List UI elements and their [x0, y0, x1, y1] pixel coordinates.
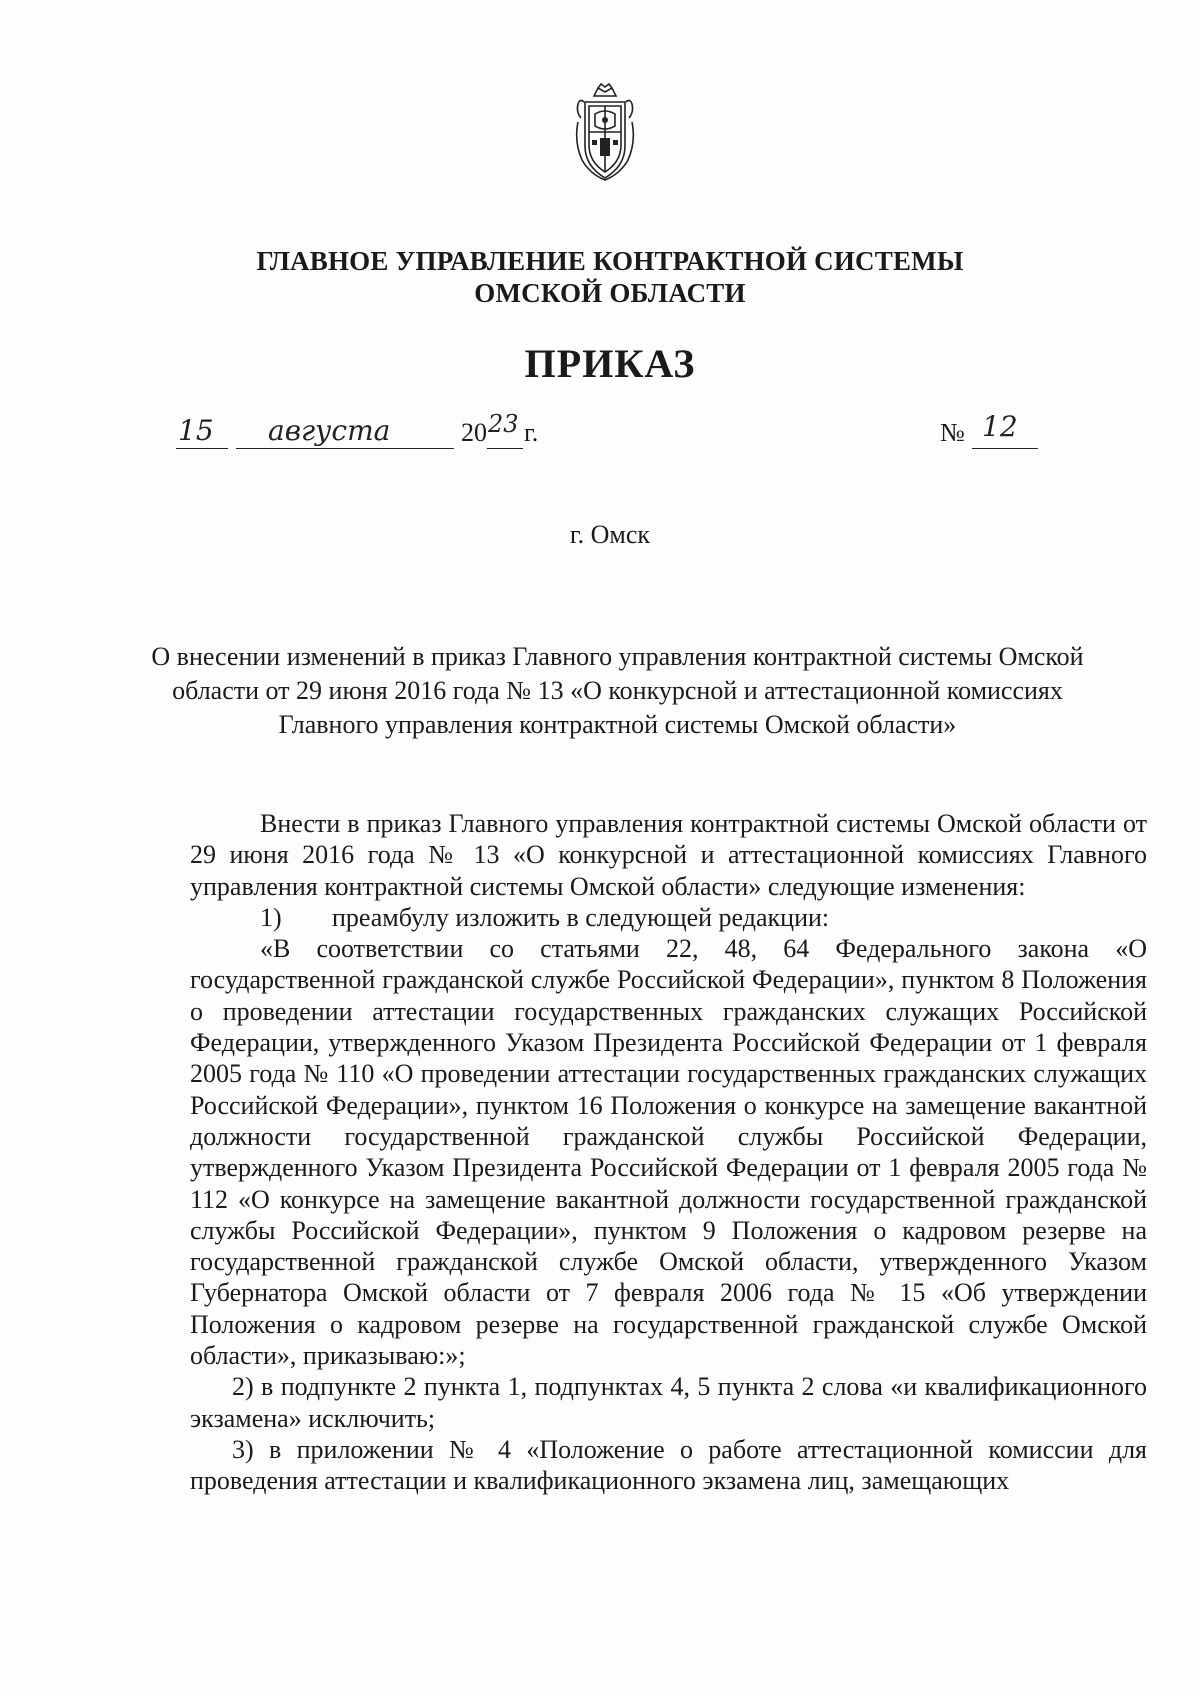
- body-intro-paragraph: Внести в приказ Главного управления контрактной системы Омской области от 29 июня 2016 года № 13 «О конкурсной и аттестационной комиссиях Главного управления контрактной системы Омской области» следующие изменения:: [190, 809, 1147, 901]
- quoted-preamble-paragraph: «В соответствии со статьями 22, 48, 64 Федерального закона «О государственной гражданской службе Российской Федерации», пунктом 8 Положения о проведении аттестации государственных гражданских служащих Российской Федерации, утвержденного Указом Президента Российской Федерации от 1 февраля 2005 года № 110 «О проведении аттестации государственных гражданских служащих Российской Федерации», пунктом 16 Положения о конкурсе на замещение вакантной должности государственной гражданской службы Российской Федерации, утвержденного Указом Президента Российской Федерации от 1 февраля 2005 года № 112 «О конкурсе на замещение вакантной должности государственной гражданской службы Российской Федерации», пунктом 9 Положения о кадровом резерве на государственной гражданской службе Омской области, утвержденного Указом Губернатора Омской области от 7 февраля 2006 года № 15 «Об утверждении Положения о кадровом резерве на государственной гражданской службе Омской области», приказываю:»;: [190, 934, 1147, 1371]
- city: г. Омск: [569, 520, 651, 549]
- document-type: ПРИКАЗ: [524, 341, 696, 386]
- organization-name-line1: ГЛАВНОЕ УПРАВЛЕНИЕ КОНТРАКТНОЙ СИСТЕМЫ: [256, 246, 964, 276]
- handwritten-day: 15: [178, 414, 214, 447]
- item-3-paragraph: 3) в приложении № 4 «Положение о работе аттестационной комиссии для проведения аттестации и квалификационного экзамена лиц, замещающих: [190, 1434, 1147, 1496]
- item-1-paragraph: [190, 902, 1147, 933]
- year-unit: г.: [524, 418, 539, 447]
- order-subject: О внесении изменений в приказ Главного управления контрактной системы Омской области от 29 июня 2016 года № 13 «О конкурсной и аттестационной комиссиях Главного управления контрактной системы Омской области»: [151, 642, 1084, 739]
- year-prefix: 20: [461, 418, 487, 447]
- handwritten-month: августа: [268, 414, 391, 447]
- day-underline: [176, 448, 228, 449]
- item-1-text: преамбулу изложить в следующей редакции:: [332, 902, 830, 932]
- organization-name-line2: ОМСКОЙ ОБЛАСТИ: [474, 278, 746, 308]
- number-underline: [972, 448, 1038, 449]
- year-underline: [487, 448, 523, 449]
- number-label: №: [940, 418, 965, 447]
- handwritten-number: 12: [982, 410, 1018, 443]
- item-2-paragraph: 2) в подпункте 2 пункта 1, подпунктах 4, 5 пункта 2 слова «и квалификационного экзамена» исключить;: [190, 1372, 1147, 1433]
- coat-of-arms-icon: [572, 82, 638, 182]
- month-underline: [236, 448, 454, 449]
- item-1-number: 1): [260, 902, 282, 932]
- handwritten-year: 23: [488, 410, 519, 438]
- order-body: [190, 808, 1147, 1497]
- organization-name: [0, 245, 1200, 309]
